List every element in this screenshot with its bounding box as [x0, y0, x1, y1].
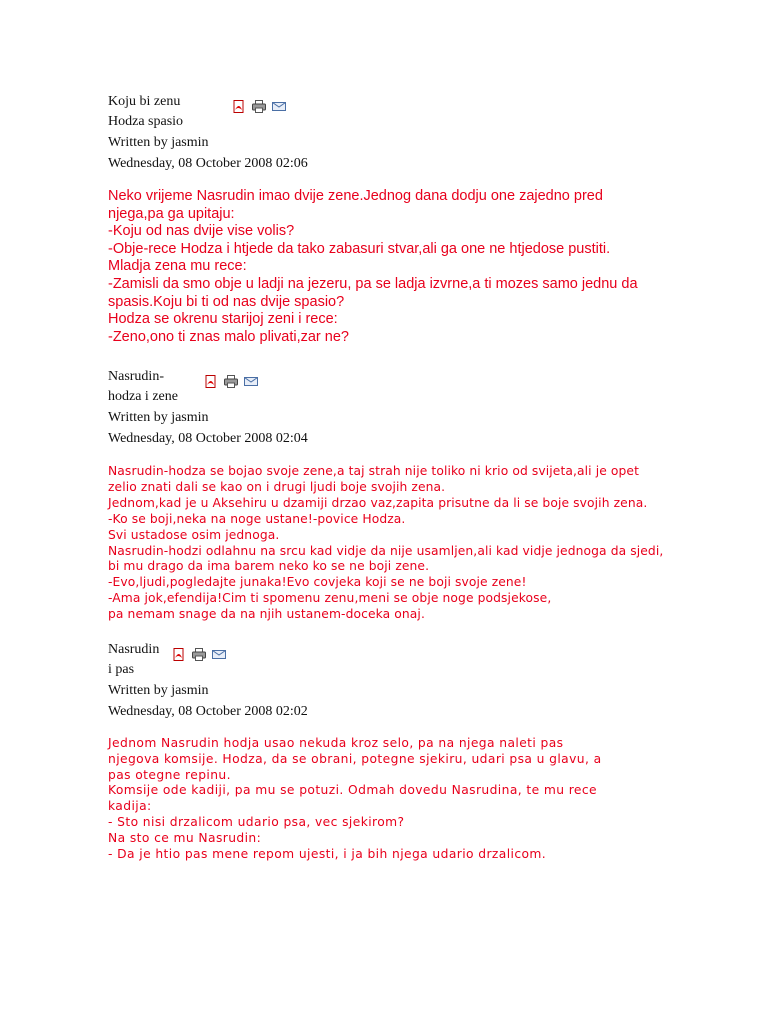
article-body: Neko vrijeme Nasrudin imao dvije zene.Jednog dana dodju one zajedno pred njega,pa ga upitaju: -Koju od nas dvije vise volis? -Obje-rece Hodza i htjede da tako zabasuri stvar,ali ga one ne htjedose pustiti. Mladja zena mu rece: -Zamisli da smo obje u ladji na jezeru, pa se ladja izvrne,a ti mozes samo jednu da spasis.Koju bi ti od nas dvije spasio? Hodza se okrenu starijoj zeni i rece: -Zeno,ono ti znas malo plivati,zar ne?	[108, 188, 638, 345]
article-author: Written by jasmin	[108, 410, 209, 425]
pdf-icon[interactable]	[204, 375, 218, 388]
article-date: Wednesday, 08 October 2008 02:06	[108, 156, 308, 171]
article-title[interactable]: Koju bi zenu Hodza spasio	[108, 94, 184, 129]
article-tools	[204, 375, 258, 388]
article-tools	[172, 648, 226, 661]
article-author: Written by jasmin	[108, 683, 209, 698]
article-3	[108, 640, 708, 862]
article-date: Wednesday, 08 October 2008 02:04	[108, 431, 308, 446]
email-icon[interactable]	[212, 648, 226, 661]
article-2	[108, 367, 708, 623]
email-icon[interactable]	[272, 100, 286, 113]
article-date: Wednesday, 08 October 2008 02:02	[108, 704, 308, 719]
article-tools	[232, 100, 286, 113]
article-body: Nasrudin-hodza se bojao svoje zene,a taj strah nije toliko ni krio od svijeta,ali je opet zelio znati dali se kao on i drugi ljudi boje svojih zena. Jednom,kad je u Aksehiru u dzamiji drzao vaz,zapita prisutne da li se boje svojih zena. -Ko se boji,neka na noge ustane!-povice Hodza. Svi ustadose osim jednoga. Nasrudin-hodzi odlahnu na srcu kad vidje da nije usamljen,ali kad vidje jednoga da sjedi, bi mu drago da ima barem neko ko se ne boji zene. -Evo,ljudi,pogledajte junaka!Evo covjeka koji se ne boji svoje zene! -Ama jok,efendija!Cim ti spomenu zenu,meni se obje noge podsjekose, pa nemam snage da na njih ustanem-doceka onaj.	[108, 464, 664, 622]
pdf-icon[interactable]	[232, 100, 246, 113]
article-header	[108, 92, 708, 132]
article-header	[108, 367, 708, 407]
article-author: Written by jasmin	[108, 135, 209, 150]
article-body: Jednom Nasrudin hodja usao nekuda kroz selo, pa na njega naleti pas njegova komsije. Hodza, da se obrani, potegne sjekiru, udari psa u glavu, a pas otegne repinu. Komsije ode kadiji, pa mu se potuzi. Odmah dovedu Nasrudina, te mu rece kadija: - Sto nisi drzalicom udario psa, vec sjekirom? Na sto ce mu Nasrudin: - Da je htio pas mene repom ujesti, i ja bih njega udario drzalicom.	[108, 736, 602, 861]
pdf-icon[interactable]	[172, 648, 186, 661]
print-icon[interactable]	[224, 375, 238, 388]
email-icon[interactable]	[244, 375, 258, 388]
article-title[interactable]: Nasrudin- hodza i zene	[108, 369, 178, 404]
print-icon[interactable]	[252, 100, 266, 113]
article-1	[108, 92, 708, 346]
article-header	[108, 640, 708, 680]
print-icon[interactable]	[192, 648, 206, 661]
article-title[interactable]: Nasrudin i pas	[108, 642, 160, 677]
